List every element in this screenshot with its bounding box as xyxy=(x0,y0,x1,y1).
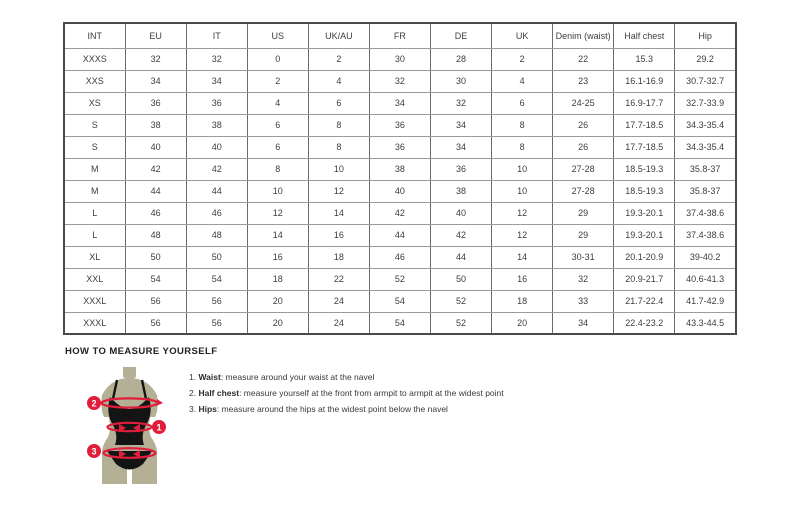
size-cell: 40 xyxy=(125,136,186,158)
size-cell: 4 xyxy=(247,92,308,114)
size-cell: 34 xyxy=(369,92,430,114)
header-row xyxy=(64,23,736,48)
size-row xyxy=(64,92,736,114)
size-cell: 17.7-18.5 xyxy=(614,114,675,136)
size-cell: 40.6-41.3 xyxy=(675,268,736,290)
size-cell: 12 xyxy=(308,180,369,202)
size-cell: 2 xyxy=(247,70,308,92)
size-chart-body xyxy=(64,48,736,334)
size-cell: 19.3-20.1 xyxy=(614,202,675,224)
size-chart-table xyxy=(63,22,737,335)
size-cell: 50 xyxy=(430,268,491,290)
size-cell: 32 xyxy=(369,70,430,92)
column-header: Denim (waist) xyxy=(553,23,614,48)
badge-chest-number: 2 xyxy=(91,398,97,409)
size-row xyxy=(64,268,736,290)
size-row xyxy=(64,246,736,268)
size-cell: 10 xyxy=(492,158,553,180)
size-cell: 24 xyxy=(308,290,369,312)
size-cell: 17.7-18.5 xyxy=(614,136,675,158)
size-cell: 29 xyxy=(553,202,614,224)
size-cell: 50 xyxy=(186,246,247,268)
how-to-measure-title: HOW TO MEASURE YOURSELF xyxy=(65,346,218,357)
size-cell: 8 xyxy=(247,158,308,180)
badge-hips xyxy=(87,444,101,458)
size-row xyxy=(64,48,736,70)
size-cell: 29.2 xyxy=(675,48,736,70)
size-cell: 18 xyxy=(308,246,369,268)
size-cell: 38 xyxy=(369,158,430,180)
size-cell: 14 xyxy=(247,224,308,246)
size-cell: 48 xyxy=(186,224,247,246)
size-cell: 46 xyxy=(369,246,430,268)
size-cell: S xyxy=(64,136,125,158)
size-cell: 26 xyxy=(553,114,614,136)
size-cell: 16 xyxy=(247,246,308,268)
size-cell: 16 xyxy=(308,224,369,246)
size-cell: 41.7-42.9 xyxy=(675,290,736,312)
size-cell: 56 xyxy=(186,312,247,334)
size-cell: 16.1-16.9 xyxy=(614,70,675,92)
size-cell: 4 xyxy=(492,70,553,92)
size-cell: 2 xyxy=(492,48,553,70)
measure-step: 1. Waist: measure around your waist at the navel xyxy=(189,372,375,382)
size-cell: 2 xyxy=(308,48,369,70)
size-cell: 37.4-38.6 xyxy=(675,202,736,224)
size-cell: 22 xyxy=(308,268,369,290)
size-cell: XXL xyxy=(64,268,125,290)
size-cell: 30 xyxy=(430,70,491,92)
size-cell: 34 xyxy=(430,114,491,136)
badge-hips-number: 3 xyxy=(91,446,97,457)
size-cell: 29 xyxy=(553,224,614,246)
size-cell: 10 xyxy=(247,180,308,202)
size-cell: 12 xyxy=(492,202,553,224)
measure-instructions xyxy=(189,369,504,485)
size-cell: 44 xyxy=(430,246,491,268)
column-header: FR xyxy=(369,23,430,48)
size-cell: 43.3-44.5 xyxy=(675,312,736,334)
mannequin-svg xyxy=(85,367,173,485)
column-header: UK xyxy=(492,23,553,48)
size-cell: 18.5-19.3 xyxy=(614,180,675,202)
size-cell: 18 xyxy=(492,290,553,312)
badge-waist-number: 1 xyxy=(156,422,162,433)
size-cell: 40 xyxy=(430,202,491,224)
size-cell: 22 xyxy=(553,48,614,70)
size-cell: 16 xyxy=(492,268,553,290)
badge-waist xyxy=(152,420,166,434)
size-cell: 38 xyxy=(430,180,491,202)
size-cell: 38 xyxy=(186,114,247,136)
size-cell: 21.7-22.4 xyxy=(614,290,675,312)
size-cell: 34 xyxy=(186,70,247,92)
size-cell: 33 xyxy=(553,290,614,312)
size-cell: 6 xyxy=(492,92,553,114)
size-cell: 54 xyxy=(186,268,247,290)
column-header: Hip xyxy=(675,23,736,48)
size-cell: 32 xyxy=(553,268,614,290)
size-cell: 4 xyxy=(308,70,369,92)
size-cell: 56 xyxy=(125,290,186,312)
size-cell: 46 xyxy=(186,202,247,224)
size-cell: 32 xyxy=(186,48,247,70)
measure-step: 3. Hips: measure around the hips at the widest point below the navel xyxy=(189,404,448,414)
measure-content xyxy=(65,367,745,485)
size-row xyxy=(64,224,736,246)
size-cell: XXXL xyxy=(64,312,125,334)
size-cell: 38 xyxy=(125,114,186,136)
size-cell: 40 xyxy=(369,180,430,202)
size-cell: 34.3-35.4 xyxy=(675,114,736,136)
size-cell: 54 xyxy=(125,268,186,290)
column-header: UK/AU xyxy=(308,23,369,48)
size-cell: 32 xyxy=(125,48,186,70)
column-header: Half chest xyxy=(614,23,675,48)
size-cell: 19.3-20.1 xyxy=(614,224,675,246)
size-cell: 34 xyxy=(430,136,491,158)
measure-step: 2. Half chest: measure yourself at the front from armpit to armpit at the widest point xyxy=(189,388,504,398)
size-cell: 12 xyxy=(492,224,553,246)
size-row xyxy=(64,70,736,92)
size-cell: 16.9-17.7 xyxy=(614,92,675,114)
size-cell: 36 xyxy=(125,92,186,114)
size-cell: 18.5-19.3 xyxy=(614,158,675,180)
size-cell: 6 xyxy=(247,114,308,136)
size-cell: 44 xyxy=(186,180,247,202)
size-row xyxy=(64,312,736,334)
size-cell: 22.4-23.2 xyxy=(614,312,675,334)
badge-chest xyxy=(87,396,101,410)
size-cell: 8 xyxy=(308,136,369,158)
size-row xyxy=(64,136,736,158)
size-cell: 20 xyxy=(492,312,553,334)
mannequin-illustration xyxy=(85,367,173,485)
size-cell: XL xyxy=(64,246,125,268)
size-cell: 20 xyxy=(247,312,308,334)
size-cell: 14 xyxy=(308,202,369,224)
size-cell: 30-31 xyxy=(553,246,614,268)
size-cell: 24-25 xyxy=(553,92,614,114)
size-cell: 20 xyxy=(247,290,308,312)
size-cell: 23 xyxy=(553,70,614,92)
size-cell: 27-28 xyxy=(553,180,614,202)
size-cell: 42 xyxy=(369,202,430,224)
size-cell: 8 xyxy=(308,114,369,136)
size-cell: 50 xyxy=(125,246,186,268)
size-cell: 32 xyxy=(430,92,491,114)
size-cell: 37.4-38.6 xyxy=(675,224,736,246)
size-row xyxy=(64,114,736,136)
size-cell: 10 xyxy=(492,180,553,202)
size-cell: 56 xyxy=(125,312,186,334)
size-cell: 42 xyxy=(430,224,491,246)
size-cell: XS xyxy=(64,92,125,114)
size-cell: 36 xyxy=(369,114,430,136)
size-chart-header xyxy=(64,23,736,48)
column-header: EU xyxy=(125,23,186,48)
size-cell: 48 xyxy=(125,224,186,246)
size-cell: 14 xyxy=(492,246,553,268)
size-cell: 30 xyxy=(369,48,430,70)
size-cell: XXXS xyxy=(64,48,125,70)
size-cell: M xyxy=(64,180,125,202)
size-cell: 18 xyxy=(247,268,308,290)
size-cell: 35.8-37 xyxy=(675,158,736,180)
size-cell: 40 xyxy=(186,136,247,158)
column-header: DE xyxy=(430,23,491,48)
size-cell: 10 xyxy=(308,158,369,180)
size-cell: 0 xyxy=(247,48,308,70)
size-cell: 36 xyxy=(369,136,430,158)
size-cell: 12 xyxy=(247,202,308,224)
size-cell: 36 xyxy=(186,92,247,114)
size-cell: 30.7-32.7 xyxy=(675,70,736,92)
size-cell: 20.9-21.7 xyxy=(614,268,675,290)
size-cell: 20.1-20.9 xyxy=(614,246,675,268)
size-cell: S xyxy=(64,114,125,136)
size-cell: 27-28 xyxy=(553,158,614,180)
column-header: INT xyxy=(64,23,125,48)
size-cell: 24 xyxy=(308,312,369,334)
size-row xyxy=(64,158,736,180)
size-row xyxy=(64,180,736,202)
size-cell: L xyxy=(64,224,125,246)
size-cell: 52 xyxy=(430,312,491,334)
size-cell: 34 xyxy=(125,70,186,92)
size-row xyxy=(64,202,736,224)
size-cell: 54 xyxy=(369,290,430,312)
size-cell: 44 xyxy=(125,180,186,202)
size-cell: M xyxy=(64,158,125,180)
size-cell: 15.3 xyxy=(614,48,675,70)
size-cell: XXS xyxy=(64,70,125,92)
size-cell: 39-40.2 xyxy=(675,246,736,268)
size-cell: 36 xyxy=(430,158,491,180)
size-cell: 52 xyxy=(430,290,491,312)
size-cell: 44 xyxy=(369,224,430,246)
size-cell: 6 xyxy=(308,92,369,114)
column-header: US xyxy=(247,23,308,48)
size-cell: 56 xyxy=(186,290,247,312)
size-cell: 42 xyxy=(186,158,247,180)
size-row xyxy=(64,290,736,312)
size-cell: 52 xyxy=(369,268,430,290)
size-cell: 42 xyxy=(125,158,186,180)
size-cell: 32.7-33.9 xyxy=(675,92,736,114)
size-cell: 35.8-37 xyxy=(675,180,736,202)
column-header: IT xyxy=(186,23,247,48)
size-cell: 26 xyxy=(553,136,614,158)
size-cell: 8 xyxy=(492,114,553,136)
size-cell: 34.3-35.4 xyxy=(675,136,736,158)
size-cell: 6 xyxy=(247,136,308,158)
size-cell: 54 xyxy=(369,312,430,334)
size-cell: L xyxy=(64,202,125,224)
how-to-measure-section xyxy=(65,346,745,485)
size-cell: XXXL xyxy=(64,290,125,312)
size-cell: 8 xyxy=(492,136,553,158)
size-cell: 28 xyxy=(430,48,491,70)
size-cell: 34 xyxy=(553,312,614,334)
size-cell: 46 xyxy=(125,202,186,224)
